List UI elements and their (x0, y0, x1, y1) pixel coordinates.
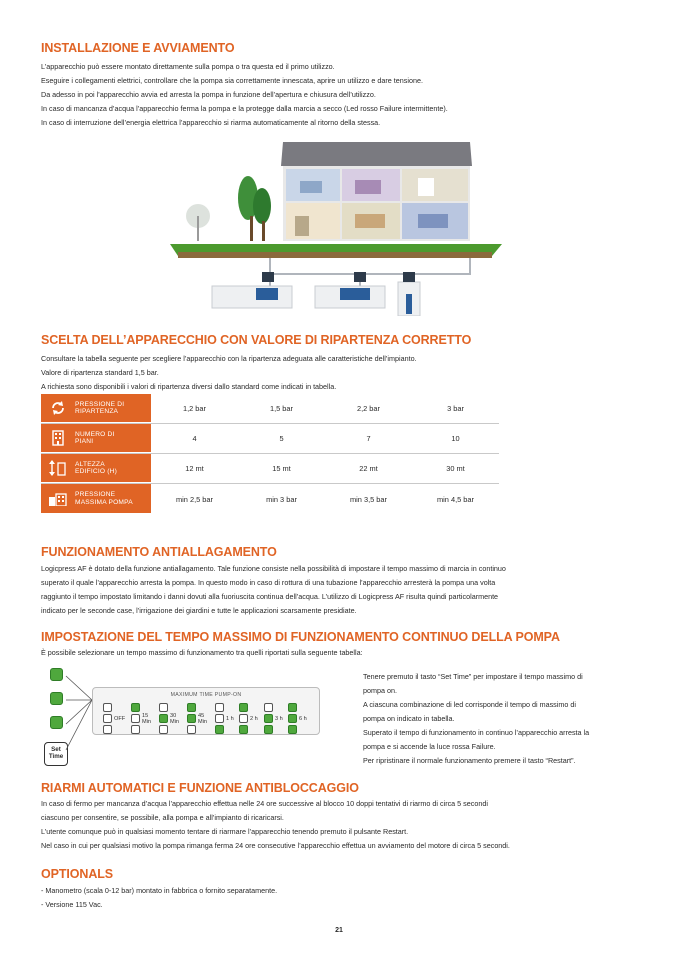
option-label-off: OFF (114, 716, 126, 722)
led-45-1 (187, 703, 196, 712)
option-label-1h: 1 h (226, 716, 234, 722)
led-2h-2 (239, 714, 248, 723)
table-row (41, 424, 499, 454)
paragraph-line: indicato per le seconde case, l’irrigazione dei giardini e tutte le applicazioni scarsamente presidiate. (41, 606, 357, 615)
table-row (41, 454, 499, 484)
section-title-installazione: INSTALLAZIONE E AVVIAMENTO (41, 41, 235, 55)
table-cell: min 3,5 bar (350, 494, 387, 504)
led-1h-1 (215, 703, 224, 712)
led-30-1 (159, 703, 168, 712)
paragraph-line: In caso di interruzione dell’energia elettrica l’apparecchio si riarma automaticamente al ritorno della stessa. (41, 118, 381, 127)
paragraph-line: A richiesta sono disponibili i valori di ripartenza diversi dallo standard come indicati in tabella. (41, 382, 337, 391)
led-3h-1 (264, 703, 273, 712)
table-cell: 15 mt (272, 464, 291, 473)
option-label-2h: 2 h (250, 716, 258, 722)
paragraph-line: raggiunto il tempo impostato limitando i danni dovuti alla fuoriuscita continua dell’acqua. L’utilizzo di Logicpress AF risulta quindi particolarmente (41, 592, 499, 601)
led-2h-3 (239, 725, 248, 734)
table-cell: 3 bar (447, 404, 464, 413)
row-header (41, 454, 151, 483)
led-3h-2 (264, 714, 273, 723)
led-6h-3 (288, 725, 297, 734)
section-title-scelta: SCELTA DELL’APPARECCHIO CON VALORE DI RIPARTENZA CORRETTO (41, 333, 472, 347)
instruction-line: Tenere premuto il tasto “Set Time” per impostare il tempo massimo di (363, 672, 583, 681)
table-cell: 1,2 bar (182, 404, 206, 413)
table-cell: min 2,5 bar (176, 494, 213, 504)
option-label-3h: 3 h (275, 716, 283, 722)
table-cell: min 4,5 bar (437, 494, 474, 504)
led-30-3 (159, 725, 168, 734)
panel-title: MAXIMUM TIME PUMP-ON (170, 692, 242, 698)
paragraph-line: In caso di fermo per mancanza d’acqua l’apparecchio effettua nelle 24 ore successive al blocco 10 doppi tentativi di riarmo di circa 5 secondi (41, 799, 488, 808)
paragraph-line: L’utente comunque può in qualsiasi momento tentare di riarmare l’apparecchio tenendo premuto il pulsante Restart. (41, 827, 409, 836)
row-label: NUMERO DI (75, 430, 115, 438)
set-time-button[interactable]: Set Time (44, 742, 68, 766)
max-time-panel (92, 687, 320, 735)
section-title-antiallagamento: FUNZIONAMENTO ANTIALLAGAMENTO (41, 545, 277, 559)
paragraph-line: - Versione 115 Vac. (41, 900, 103, 909)
table-row (41, 484, 499, 514)
paragraph-line: Consultare la tabella seguente per scegliere l’apparecchio con la ripartenza adeguata alle caratteristiche dell’impianto. (41, 354, 417, 363)
paragraph-line: L’apparecchio può essere montato direttamente sulla pompa o tra questa ed il primo utilizzo. (41, 62, 335, 71)
row-label: ALTEZZA (75, 460, 105, 468)
paragraph-line: È possibile selezionare un tempo massimo di funzionamento tra quelli riportati sulla seguente tabella: (41, 648, 363, 657)
row-label: PRESSIONE (75, 491, 116, 498)
option-label-15min: 15 Min (142, 713, 152, 726)
restart-pressure-table (41, 394, 499, 514)
row-header (41, 394, 151, 423)
paragraph-line: Da adesso in poi l’apparecchio avvia ed arresta la pompa in funzione dell’apertura e chiusura dell’utilizzo. (41, 90, 376, 99)
table-row (41, 394, 499, 424)
table-cell: 7 (366, 434, 371, 443)
section-title-riarmi: RIARMI AUTOMATICI E FUNZIONE ANTIBLOCCAGGIO (41, 781, 359, 795)
paragraph-line: ciascuno per consentire, se possibile, alla pompa e all’impianto di ricaricarsi. (41, 813, 284, 822)
table-cell: 4 (192, 434, 197, 443)
led-15-1 (131, 703, 140, 712)
paragraph-line: Logicpress AF è dotato della funzione antiallagamento. Tale funzione consiste nella possibilità di impostare il tempo massimo di marcia in continuo (41, 564, 506, 573)
row-header (41, 424, 151, 453)
refresh-icon (41, 394, 75, 422)
row-label: EDIFICIO (H) (75, 468, 117, 475)
instruction-line: pompa on indicato in tabella. (363, 714, 455, 723)
section-title-optionals: OPTIONALS (41, 867, 114, 881)
led-45-3 (187, 725, 196, 734)
led-2h-1 (239, 703, 248, 712)
paragraph-line: - Manometro (scala 0-12 bar) montato in fabbrica o fornito separatamente. (41, 886, 278, 895)
option-label-6h: 6 h (299, 716, 307, 722)
option-label-45min: 45 Min (198, 713, 208, 726)
page-number: 21 (335, 927, 343, 934)
table-cell: 5 (279, 434, 284, 443)
paragraph-line: In caso di mancanza d’acqua l’apparecchio ferma la pompa e la protegge dalla marcia a secco (Led rosso Failure intermittente). (41, 104, 448, 113)
led-3h-3 (264, 725, 273, 734)
row-label: PIANI (75, 438, 94, 445)
height-icon (41, 454, 75, 482)
led-15-2 (131, 714, 140, 723)
instruction-line: Superato il tempo di funzionamento in continuo l’apparecchio arresta la (363, 728, 590, 737)
led-off-3 (103, 725, 112, 734)
led-6h-2 (288, 714, 297, 723)
section-title-impostazione: IMPOSTAZIONE DEL TEMPO MASSIMO DI FUNZIONAMENTO CONTINUO DELLA POMPA (41, 630, 560, 644)
table-cell: 2,2 bar (356, 404, 380, 413)
paragraph-line: Nel caso in cui per qualsiasi motivo la pompa rimanga ferma 24 ore consecutive l’apparecchio effettua un avviamento del motore di circa 5 secondi. (41, 841, 510, 850)
led-1h-2 (215, 714, 224, 723)
instruction-line: pompa on. (363, 686, 397, 695)
instruction-line: A ciascuna combinazione di led corrisponde il tempo di massimo di (363, 700, 576, 709)
instruction-line: pompa e si accende la luce rossa Failure. (363, 742, 496, 751)
table-cell: 12 mt (185, 464, 204, 473)
led-6h-1 (288, 703, 297, 712)
row-header (41, 484, 151, 514)
table-cell: 22 mt (359, 464, 378, 473)
option-label-30min: 30 Min (170, 713, 180, 726)
instruction-line: Per ripristinare il normale funzionamento premere il tasto “Restart”. (363, 756, 576, 765)
led-off-2 (103, 714, 112, 723)
paragraph-line: Eseguire i collegamenti elettrici, controllare che la pompa sia correttamente innescata, aprire un utilizzo e dare tensione. (41, 76, 423, 85)
paragraph-line: superato il quale l’apparecchio arresta la pompa. In questo modo in caso di rottura di una tubazione l’apparecchio arresterà la pompa una volta (41, 578, 496, 587)
led-30-2 (159, 714, 168, 723)
pointer-lines (62, 672, 96, 754)
paragraph-line: Valore di ripartenza standard 1,5 bar. (41, 368, 159, 377)
led-15-3 (131, 725, 140, 734)
table-cell: 10 (451, 434, 460, 443)
house-installation-illustration (170, 136, 502, 316)
led-45-2 (187, 714, 196, 723)
table-cell: min 3 bar (266, 494, 297, 504)
building-icon (41, 424, 75, 452)
row-label: RIPARTENZA (75, 408, 119, 415)
row-label: MASSIMA POMPA (75, 498, 133, 506)
row-label: PRESSIONE DI (75, 400, 125, 408)
led-1h-3 (215, 725, 224, 734)
table-cell: 1,5 bar (269, 404, 293, 413)
buildings-icon (41, 484, 75, 513)
table-cell: 30 mt (446, 464, 465, 473)
led-off-1 (103, 703, 112, 712)
